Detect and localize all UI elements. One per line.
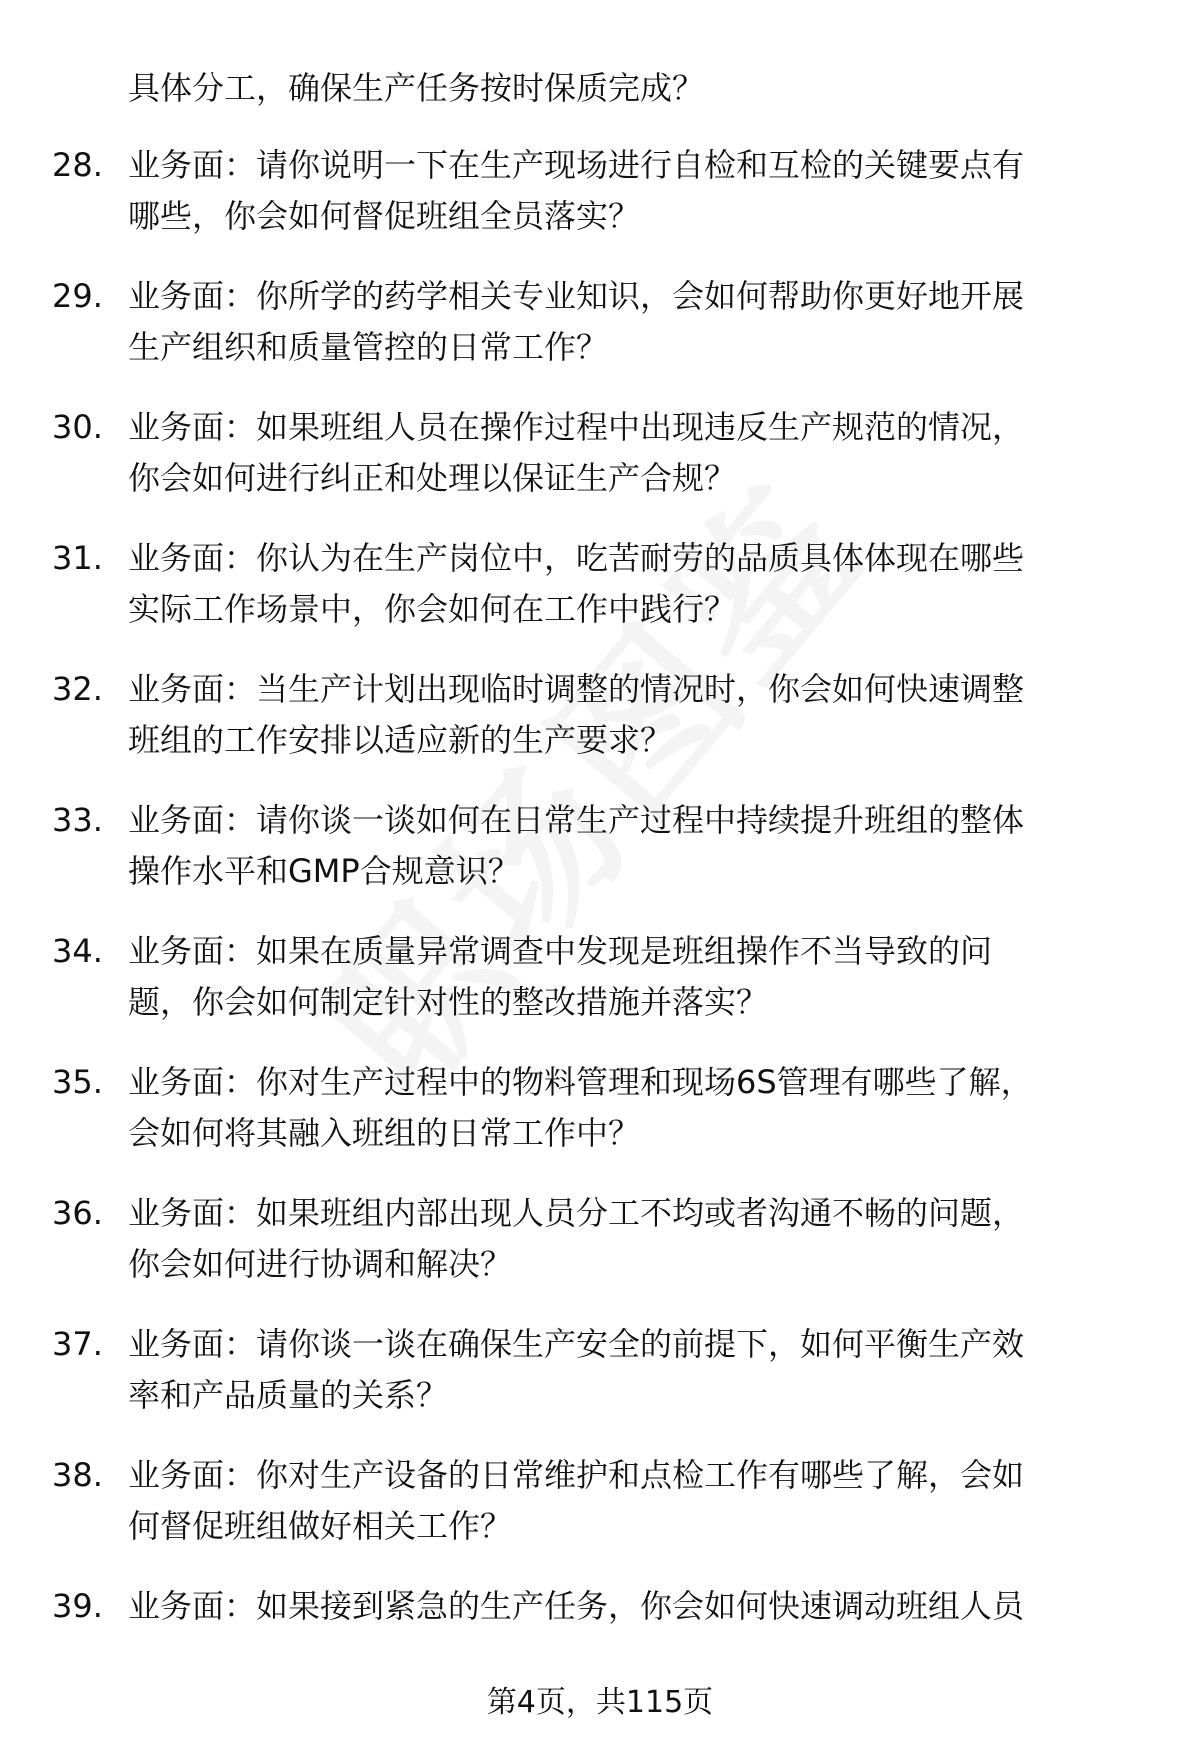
question-line: 率和产品质量的关系？ [128, 1376, 449, 1414]
question-line: 你会如何进行协调和解决？ [128, 1245, 513, 1283]
question-text [128, 533, 1138, 635]
question-text [128, 1450, 1138, 1552]
question-item [0, 1319, 1200, 1450]
question-number: 29. [52, 277, 103, 315]
question-text [128, 1581, 1138, 1632]
question-text [128, 1188, 1138, 1290]
question-number: 34. [52, 932, 103, 970]
question-line: 业务面：如果在质量异常调查中发现是班组操作不当导致的问 [128, 932, 993, 970]
question-number: 31. [52, 539, 103, 577]
question-text [128, 140, 1138, 242]
question-line: 业务面：请你谈一谈如何在日常生产过程中持续提升班组的整体 [128, 801, 1025, 839]
question-line: 业务面：你认为在生产岗位中，吃苦耐劳的品质具体体现在哪些 [128, 539, 1025, 577]
question-line: 操作水平和GMP合规意识？ [128, 852, 520, 890]
question-number: 38. [52, 1456, 103, 1494]
question-line: 业务面：请你说明一下在生产现场进行自检和互检的关键要点有 [128, 146, 1025, 184]
question-line: 业务面：你对生产设备的日常维护和点检工作有哪些了解，会如 [128, 1456, 1025, 1494]
question-line: 实际工作场景中，你会如何在工作中践行？ [128, 590, 737, 628]
question-line: 哪些，你会如何督促班组全员落实？ [128, 197, 641, 235]
question-line: 生产组织和质量管控的日常工作？ [128, 328, 609, 366]
continued-question-text: 具体分工，确保生产任务按时保质完成？ [128, 69, 705, 107]
question-line: 业务面：当生产计划出现临时调整的情况时，你会如何快速调整 [128, 670, 1025, 708]
question-item [0, 1450, 1200, 1581]
question-line: 何督促班组做好相关工作？ [128, 1507, 513, 1545]
question-number: 37. [52, 1325, 103, 1363]
question-number: 36. [52, 1194, 103, 1232]
question-item [0, 271, 1200, 402]
question-text [128, 402, 1138, 504]
question-line: 业务面：如果班组人员在操作过程中出现违反生产规范的情况， [128, 408, 1025, 446]
question-text [128, 1057, 1138, 1159]
question-item [0, 664, 1200, 795]
question-item [0, 140, 1200, 271]
question-item [0, 1188, 1200, 1319]
question-line: 业务面：请你谈一谈在确保生产安全的前提下，如何平衡生产效 [128, 1325, 1025, 1363]
question-text [128, 271, 1138, 373]
question-line: 你会如何进行纠正和处理以保证生产合规？ [128, 459, 737, 497]
question-text [128, 664, 1138, 766]
page-footer: 第4页，共115页 [486, 1685, 714, 1720]
question-item [0, 533, 1200, 664]
question-text [128, 795, 1138, 897]
question-line: 题，你会如何制定针对性的整改措施并落实？ [128, 983, 769, 1021]
question-item [0, 795, 1200, 926]
question-item [0, 1057, 1200, 1188]
question-line: 业务面：如果接到紧急的生产任务，你会如何快速调动班组人员 [128, 1587, 1025, 1625]
question-line: 业务面：你对生产过程中的物料管理和现场6S管理有哪些了解， [128, 1063, 1033, 1101]
question-line: 班组的工作安排以适应新的生产要求？ [128, 721, 673, 759]
question-number: 33. [52, 801, 103, 839]
question-number: 30. [52, 408, 103, 446]
question-number: 32. [52, 670, 103, 708]
question-text [128, 1319, 1138, 1421]
question-line: 会如何将其融入班组的日常工作中？ [128, 1114, 641, 1152]
question-text [128, 926, 1138, 1028]
question-item [0, 926, 1200, 1057]
question-number: 35. [52, 1063, 103, 1101]
question-line: 业务面：如果班组内部出现人员分工不均或者沟通不畅的问题， [128, 1194, 1025, 1232]
question-item [0, 402, 1200, 533]
question-line: 业务面：你所学的药学相关专业知识，会如何帮助你更好地开展 [128, 277, 1025, 315]
question-list [0, 140, 1200, 1712]
question-number: 28. [52, 146, 103, 184]
question-number: 39. [52, 1587, 103, 1625]
